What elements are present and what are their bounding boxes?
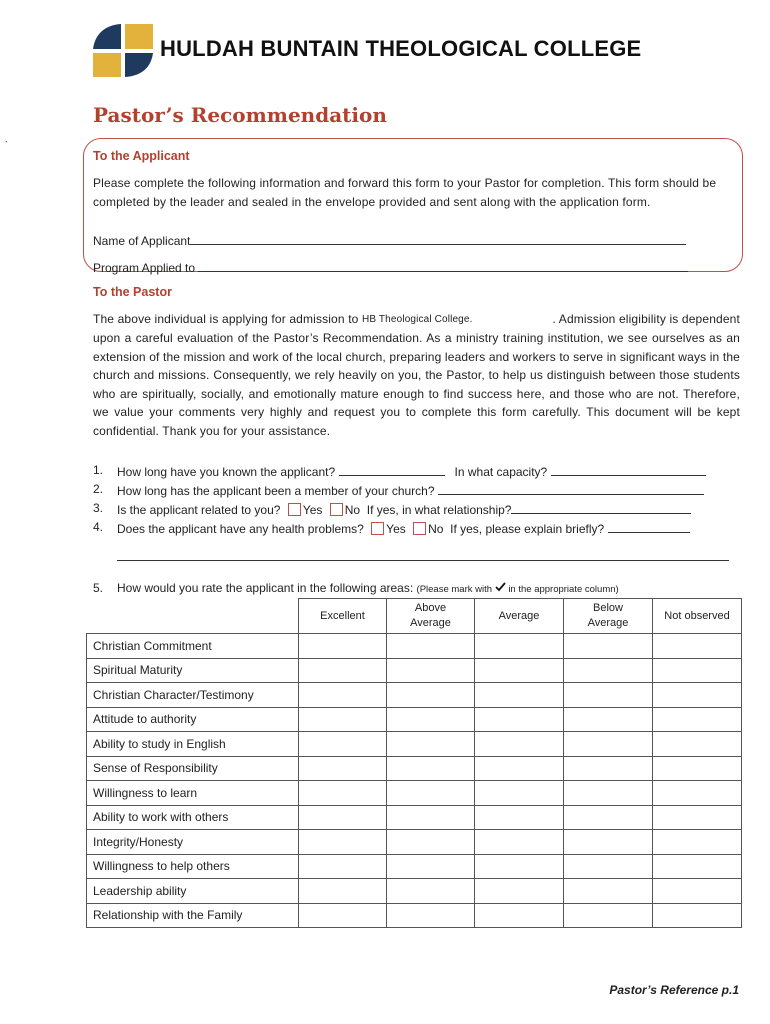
rating-cell[interactable] bbox=[564, 879, 653, 904]
rating-cell[interactable] bbox=[653, 903, 742, 928]
rating-body bbox=[87, 634, 742, 928]
college-name-field[interactable]: HB Theological College. bbox=[361, 314, 473, 325]
rating-cell[interactable] bbox=[564, 683, 653, 708]
rating-table bbox=[86, 598, 742, 928]
relationship-label: If yes, in what relationship? bbox=[366, 503, 512, 517]
rating-row-label: Ability to work with others bbox=[87, 805, 299, 830]
column-header: Excellent bbox=[299, 599, 387, 634]
pastor-intro-line bbox=[93, 310, 740, 330]
question-3 bbox=[93, 501, 738, 520]
rating-row-label: Ability to study in English bbox=[87, 732, 299, 757]
rating-cell[interactable] bbox=[653, 756, 742, 781]
rating-row-label: Willingness to learn bbox=[87, 781, 299, 806]
applicant-name-row bbox=[93, 232, 686, 248]
question-text: How long have you known the applicant? bbox=[117, 465, 336, 479]
program-label: Program Applied to bbox=[93, 261, 199, 275]
rating-cell[interactable] bbox=[387, 683, 475, 708]
capacity-label: In what capacity? bbox=[454, 465, 548, 479]
rating-cell[interactable] bbox=[299, 781, 387, 806]
rating-header-blank bbox=[87, 599, 299, 634]
rating-cell[interactable] bbox=[475, 781, 564, 806]
rating-row bbox=[87, 658, 742, 683]
rating-row bbox=[87, 805, 742, 830]
rating-cell[interactable] bbox=[564, 805, 653, 830]
rating-cell[interactable] bbox=[387, 854, 475, 879]
rating-row bbox=[87, 634, 742, 659]
rating-cell[interactable] bbox=[475, 805, 564, 830]
rating-cell[interactable] bbox=[475, 879, 564, 904]
question-2 bbox=[93, 482, 738, 501]
rating-cell[interactable] bbox=[564, 756, 653, 781]
pastor-section-title: To the Pastor bbox=[93, 285, 172, 299]
rating-cell[interactable] bbox=[475, 830, 564, 855]
health-explain-line-2[interactable] bbox=[117, 548, 729, 561]
rating-cell[interactable] bbox=[653, 854, 742, 879]
rating-row bbox=[87, 879, 742, 904]
rating-cell[interactable] bbox=[564, 658, 653, 683]
rating-cell[interactable] bbox=[387, 903, 475, 928]
known-duration-field[interactable] bbox=[339, 463, 445, 476]
rating-cell[interactable] bbox=[653, 732, 742, 757]
rating-cell[interactable] bbox=[653, 658, 742, 683]
question-list bbox=[93, 463, 738, 539]
rating-cell[interactable] bbox=[387, 658, 475, 683]
question-number: 4. bbox=[93, 520, 104, 534]
page-reference: Pastor’s Reference p.1 bbox=[609, 983, 739, 997]
question-4 bbox=[93, 520, 738, 539]
college-name: HULDAH BUNTAIN THEOLOGICAL COLLEGE bbox=[160, 36, 642, 61]
rating-cell[interactable] bbox=[299, 707, 387, 732]
rating-header-row bbox=[87, 599, 742, 634]
rating-row-label: Leadership ability bbox=[87, 879, 299, 904]
rating-cell[interactable] bbox=[299, 854, 387, 879]
rating-cell[interactable] bbox=[299, 634, 387, 659]
rating-row-label: Integrity/Honesty bbox=[87, 830, 299, 855]
applicant-section-title: To the Applicant bbox=[93, 149, 190, 163]
intro-after: . Admission eligibility is dependent bbox=[552, 312, 740, 326]
rating-cell[interactable] bbox=[475, 658, 564, 683]
column-header-text: Above Average bbox=[410, 602, 451, 629]
rating-row bbox=[87, 781, 742, 806]
rating-cell[interactable] bbox=[564, 634, 653, 659]
rating-cell[interactable] bbox=[475, 732, 564, 757]
rating-cell[interactable] bbox=[387, 805, 475, 830]
rating-cell[interactable] bbox=[299, 683, 387, 708]
rating-row bbox=[87, 732, 742, 757]
rating-cell[interactable] bbox=[299, 756, 387, 781]
rating-note bbox=[417, 584, 619, 595]
rating-cell[interactable] bbox=[299, 830, 387, 855]
question-5 bbox=[93, 581, 619, 595]
rating-cell[interactable] bbox=[387, 879, 475, 904]
rating-row bbox=[87, 707, 742, 732]
rating-row-label: Christian Commitment bbox=[87, 634, 299, 659]
health-no-checkbox[interactable] bbox=[413, 522, 426, 535]
column-header: Average bbox=[475, 599, 564, 634]
pastor-paragraph: upon a careful evaluation of the Pastor’s Recommendation. As a ministry training institution, we see ourselves as an extension of the mission and work of the local church, preparing leaders and workers to serve in significant ways in the church and missions. Consequently, we rely heavily on you, the Pastor, to help us distinguish between those students who are spiritually, socially, and emotionally mature enough to find success here, and those who are not. Therefore, we value your comments very highly and request you to complete this form carefully. This document will be kept confidential. Thank you for your assistance. bbox=[93, 331, 740, 438]
rating-cell[interactable] bbox=[475, 903, 564, 928]
relationship-field[interactable] bbox=[511, 501, 691, 514]
rating-cell[interactable] bbox=[299, 658, 387, 683]
question-text: How long has the applicant been a member of your church? bbox=[117, 484, 435, 498]
health-explain-label: If yes, please explain briefly? bbox=[450, 522, 605, 536]
question-number: 1. bbox=[93, 463, 104, 477]
question-number: 3. bbox=[93, 501, 104, 515]
rating-row bbox=[87, 854, 742, 879]
capacity-field[interactable] bbox=[551, 463, 706, 476]
rating-row bbox=[87, 683, 742, 708]
rating-cell[interactable] bbox=[653, 879, 742, 904]
no-label: No bbox=[344, 503, 361, 517]
rating-cell[interactable] bbox=[299, 805, 387, 830]
column-header bbox=[564, 599, 653, 634]
rating-cell[interactable] bbox=[475, 707, 564, 732]
rating-cell[interactable] bbox=[564, 732, 653, 757]
column-header bbox=[387, 599, 475, 634]
question-number: 5. bbox=[93, 581, 104, 595]
health-explain-field[interactable] bbox=[608, 520, 690, 533]
health-yes-checkbox[interactable] bbox=[371, 522, 384, 535]
applicant-name-label: Name of Applicant bbox=[93, 234, 191, 248]
membership-duration-field[interactable] bbox=[438, 482, 704, 495]
applicant-name-field[interactable] bbox=[190, 232, 686, 245]
rating-cell[interactable] bbox=[387, 781, 475, 806]
rating-cell[interactable] bbox=[564, 707, 653, 732]
rating-cell[interactable] bbox=[299, 732, 387, 757]
rating-cell[interactable] bbox=[475, 634, 564, 659]
rating-cell[interactable] bbox=[387, 634, 475, 659]
column-header: Not observed bbox=[653, 599, 742, 634]
program-row bbox=[93, 259, 688, 275]
related-yes-checkbox[interactable] bbox=[288, 503, 301, 516]
question-text: Does the applicant have any health problems? bbox=[117, 522, 364, 536]
yes-label: Yes bbox=[386, 522, 406, 536]
page-title: Pastor’s Recommendation bbox=[93, 103, 387, 127]
note-before: (Please mark with bbox=[416, 584, 493, 595]
program-field[interactable] bbox=[198, 259, 688, 272]
rating-cell[interactable] bbox=[564, 781, 653, 806]
related-no-checkbox[interactable] bbox=[330, 503, 343, 516]
no-label: No bbox=[428, 522, 444, 536]
question-text: How would you rate the applicant in the following areas: bbox=[117, 581, 414, 595]
rating-cell[interactable] bbox=[653, 634, 742, 659]
rating-cell[interactable] bbox=[475, 854, 564, 879]
rating-cell[interactable] bbox=[653, 707, 742, 732]
rating-row bbox=[87, 756, 742, 781]
rating-cell[interactable] bbox=[387, 707, 475, 732]
rating-cell[interactable] bbox=[387, 830, 475, 855]
rating-cell[interactable] bbox=[653, 683, 742, 708]
rating-row bbox=[87, 903, 742, 928]
rating-cell[interactable] bbox=[475, 683, 564, 708]
check-icon bbox=[495, 582, 506, 592]
column-header-text: Below Average bbox=[587, 602, 629, 629]
rating-cell[interactable] bbox=[653, 830, 742, 855]
rating-cell[interactable] bbox=[299, 903, 387, 928]
note-after: in the appropriate column) bbox=[508, 584, 619, 595]
rating-cell[interactable] bbox=[299, 879, 387, 904]
rating-cell[interactable] bbox=[564, 903, 653, 928]
stray-mark: ` bbox=[5, 140, 8, 150]
question-1 bbox=[93, 463, 738, 482]
rating-row bbox=[87, 830, 742, 855]
yes-label: Yes bbox=[302, 503, 323, 517]
rating-row-label: Attitude to authority bbox=[87, 707, 299, 732]
question-number: 2. bbox=[93, 482, 104, 496]
rating-row-label: Christian Character/Testimony bbox=[87, 683, 299, 708]
rating-row-label: Relationship with the Family bbox=[87, 903, 299, 928]
rating-cell[interactable] bbox=[653, 781, 742, 806]
rating-row-label: Willingness to help others bbox=[87, 854, 299, 879]
rating-cell[interactable] bbox=[387, 732, 475, 757]
rating-row-label: Spiritual Maturity bbox=[87, 658, 299, 683]
rating-cell[interactable] bbox=[564, 830, 653, 855]
rating-cell[interactable] bbox=[653, 805, 742, 830]
rating-cell[interactable] bbox=[387, 756, 475, 781]
applicant-instruction: Please complete the following information and forward this form to your Pastor for completion. This form should be completed by the leader and sealed in the envelope provided and sent along with the application form. bbox=[93, 176, 717, 209]
rating-cell[interactable] bbox=[475, 756, 564, 781]
intro-before: The above individual is applying for admission to bbox=[93, 312, 359, 326]
rating-row-label: Sense of Responsibility bbox=[87, 756, 299, 781]
rating-cell[interactable] bbox=[564, 854, 653, 879]
college-logo-icon bbox=[91, 22, 155, 79]
question-text: Is the applicant related to you? bbox=[117, 503, 281, 517]
